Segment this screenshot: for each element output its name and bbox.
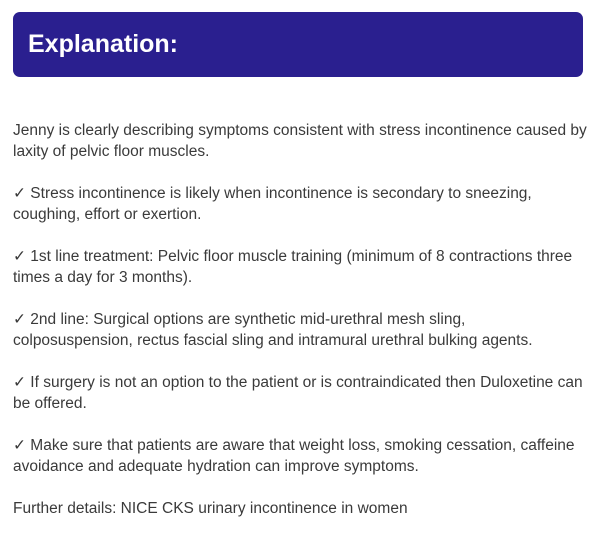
explanation-content (13, 120, 588, 519)
further-details: Further details: NICE CKS urinary incontinence in women (13, 500, 408, 517)
header-title: Explanation: (28, 30, 179, 58)
point-stress-incontinence: ✓ Stress incontinence is likely when incontinence is secondary to sneezing, coughing, effort or exertion. (13, 185, 532, 223)
point-first-line-treatment: ✓ 1st line treatment: Pelvic floor muscle training (minimum of 8 contractions three times a day for 3 months). (13, 248, 573, 286)
point-duloxetine: ✓ If surgery is not an option to the patient or is contraindicated then Duloxetine can be offered. (13, 374, 583, 412)
explanation-header (13, 12, 583, 77)
intro-paragraph: Jenny is clearly describing symptoms consistent with stress incontinence caused by laxity of pelvic floor muscles. (13, 122, 587, 160)
point-lifestyle: ✓ Make sure that patients are aware that weight loss, smoking cessation, caffeine avoidance and adequate hydration can improve symptoms. (13, 437, 575, 475)
point-second-line-surgery: ✓ 2nd line: Surgical options are synthetic mid-urethral mesh sling, colposuspension, rectus fascial sling and intramural urethral bulking agents. (13, 311, 533, 349)
